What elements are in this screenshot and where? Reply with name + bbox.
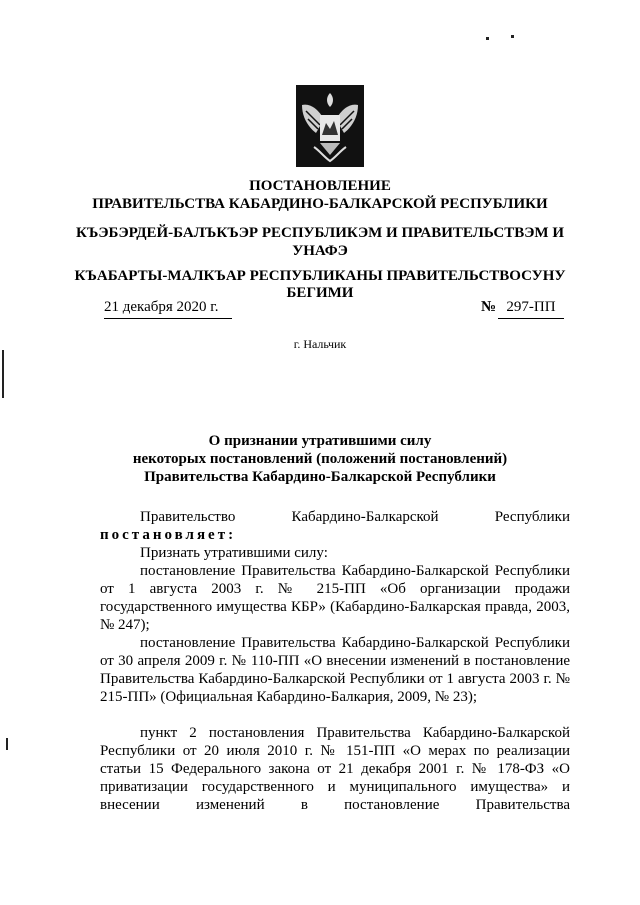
scan-speck (486, 37, 489, 40)
paragraph-3: постановление Правительства Кабардино-Балкарской Республики от 30 апреля 2009 г. № 110-ПП «О внесении изменений в постановление Правительства Кабардино-Балкарской Республики от 1 августа 2003 г. № 215-ПП» (Официальная Кабардино-Балкария, 2009, № 23); (100, 635, 570, 705)
decree-word: постановляет: (100, 527, 237, 543)
paragraph-1: Признать утратившими силу: (140, 545, 328, 561)
scan-edge-mark (6, 738, 8, 750)
government-name-kab-line2: УНАФЭ (292, 243, 348, 259)
number-label: № (481, 299, 497, 315)
document-title (0, 432, 640, 486)
document-date: 21 декабря 2020 г. (104, 297, 232, 319)
paragraph-4: пункт 2 постановления Правительства Кабардино-Балкарской Республики от 20 июля 2010 г. № 151-ПП «О мерах по реализации статьи 15 Федерального закона от 21 декабря 2001 г. № 178-ФЗ «О приватизации государственного и муниципального имущества» и внесении изменений в постановление Правительства (100, 725, 570, 813)
government-name-kab-line1: КЪЭБЭРДЕЙ-БАЛЪКЪЭР РЕСПУБЛИКЭМ И ПРАВИТЕЛЬСТВЭМ И (76, 225, 564, 241)
paragraph-2: постановление Правительства Кабардино-Балкарской Республики от 1 августа 2003 г. № 215-ПП «Об организации продажи государственного имущества КБР» (Кабардино-Балкарская правда, 2003, № 247); (100, 563, 570, 633)
title-line-3: Правительства Кабардино-Балкарской Республики (144, 469, 496, 485)
coat-of-arms-emblem (296, 85, 364, 167)
government-name-bal-line2: БЕГИМИ (286, 285, 354, 301)
scan-speck (511, 35, 514, 38)
government-name-bal-line1: КЪАБАРТЫ-МАЛКЪАР РЕСПУБЛИКАНЫ ПРАВИТЕЛЬСТВОСУНУ (74, 268, 566, 284)
government-name-ru: ПРАВИТЕЛЬСТВА КАБАРДИНО-БАЛКАРСКОЙ РЕСПУБЛИКИ (92, 196, 548, 212)
document-number: 297-ПП (498, 297, 564, 319)
scan-edge-mark (2, 350, 4, 398)
title-line-2: некоторых постановлений (положений постановлений) (132, 451, 508, 467)
title-line-1: О признании утратившими силу (208, 433, 432, 449)
document-type: ПОСТАНОВЛЕНИЕ (249, 178, 391, 194)
intro-line: Правительство Кабардино-Балкарской Республики (140, 509, 570, 525)
city: г. Нальчик (293, 337, 347, 351)
